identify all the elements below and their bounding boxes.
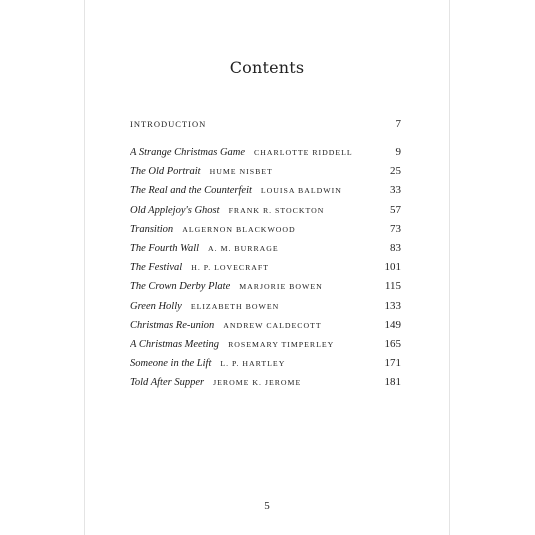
story-title: Green Holly xyxy=(130,300,182,312)
page-title: Contents xyxy=(229,58,305,77)
story-title: A Strange Christmas Game xyxy=(130,147,246,158)
story-title: The Festival xyxy=(130,262,183,274)
toc-entry[interactable] xyxy=(130,376,401,395)
story-title: Christmas Re-union xyxy=(130,319,215,331)
story-author: ROSEMARY TIMPERLEY xyxy=(228,339,335,349)
story-page-number: 25 xyxy=(390,165,401,178)
story-page-number: 171 xyxy=(384,357,401,370)
story-page-number: 9 xyxy=(395,146,401,158)
toc-entries xyxy=(130,146,401,395)
story-title: The Old Portrait xyxy=(130,166,201,178)
toc-entry[interactable] xyxy=(130,242,401,261)
story-title: The Real and the Counterfeit xyxy=(130,185,252,197)
story-page-number: 83 xyxy=(390,241,401,254)
toc-entry[interactable] xyxy=(130,223,401,242)
story-title: Told After Supper xyxy=(130,377,205,389)
story-page-number: 165 xyxy=(384,337,401,350)
toc-entry[interactable] xyxy=(130,184,401,203)
toc-entry[interactable] xyxy=(130,165,401,184)
toc-entry[interactable] xyxy=(130,338,401,357)
story-title: A Christmas Meeting xyxy=(130,338,220,350)
story-page-number: 181 xyxy=(384,376,401,389)
story-author: H. P. LOVECRAFT xyxy=(191,263,270,273)
toc-entry[interactable] xyxy=(130,319,401,338)
story-page-number: 73 xyxy=(390,222,401,235)
story-page-number: 115 xyxy=(384,280,401,293)
toc-entry[interactable] xyxy=(130,280,401,299)
toc-entry[interactable] xyxy=(130,204,401,223)
page-number: 5 xyxy=(264,500,270,512)
story-author: MARJORIE BOWEN xyxy=(239,282,323,292)
story-page-number: 149 xyxy=(384,318,401,331)
story-title: Someone in the Lift xyxy=(130,358,212,370)
toc-entry[interactable] xyxy=(130,300,401,319)
introduction-page-number: 7 xyxy=(395,118,401,130)
story-author: LOUISA BALDWIN xyxy=(260,186,342,196)
story-author: HUME NISBET xyxy=(209,167,273,177)
story-title: The Crown Derby Plate xyxy=(130,281,231,293)
toc-entry[interactable] xyxy=(130,146,401,165)
story-title: Transition xyxy=(130,223,174,235)
story-author: FRANK R. STOCKTON xyxy=(228,205,325,215)
toc-entry[interactable] xyxy=(130,261,401,280)
introduction-label: INTRODUCTION xyxy=(130,119,207,129)
story-title: Old Applejoy's Ghost xyxy=(130,204,220,216)
toc-introduction[interactable] xyxy=(130,118,401,134)
story-author: JEROME K. JEROME xyxy=(213,378,302,388)
story-author: ALGERNON BLACKWOOD xyxy=(182,224,296,234)
story-author: A. M. BURRAGE xyxy=(208,243,279,253)
story-author: CHARLOTTE RIDDELL xyxy=(254,148,353,157)
story-title: The Fourth Wall xyxy=(130,242,200,254)
story-author: L. P. HARTLEY xyxy=(220,359,286,369)
story-page-number: 57 xyxy=(390,203,401,216)
story-author: ELIZABETH BOWEN xyxy=(190,301,280,311)
story-page-number: 33 xyxy=(390,184,401,197)
book-page xyxy=(84,0,450,535)
story-author: ANDREW CALDECOTT xyxy=(223,320,322,330)
story-page-number: 133 xyxy=(384,299,401,312)
toc-entry[interactable] xyxy=(130,357,401,376)
story-page-number: 101 xyxy=(384,261,401,274)
